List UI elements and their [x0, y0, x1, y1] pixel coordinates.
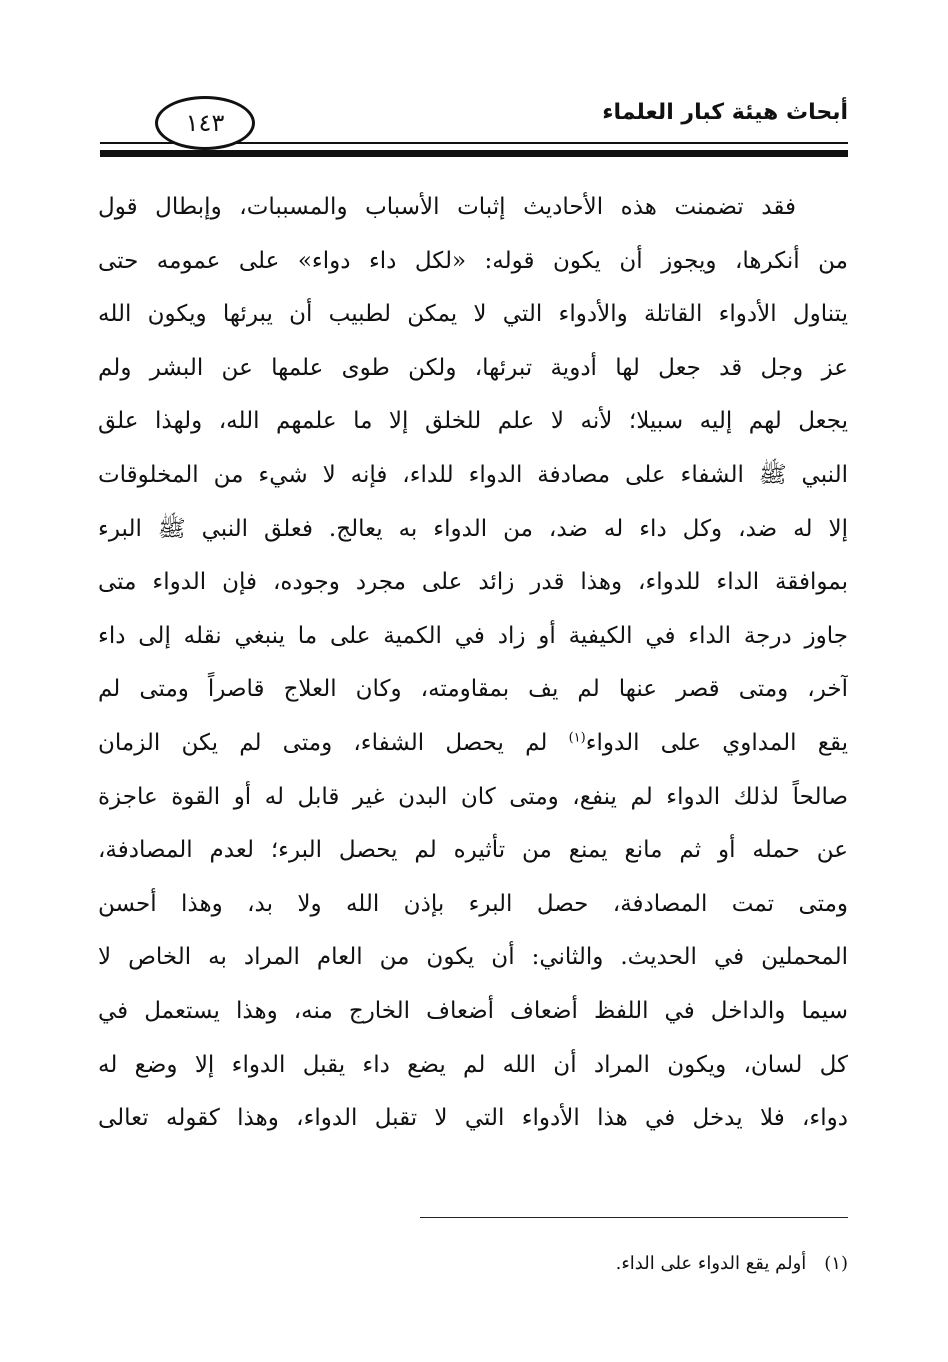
body-line-10: آخر، ومتى قصر عنها لم يف بمقاومته، وكان العلاج قاصراً ومتى لم — [98, 676, 848, 703]
body-line-18: دواء، فلا يدخل في هذا الأدواء التي لا تقبل الدواء، وهذا كقوله تعالى — [98, 1105, 848, 1132]
footnote-reference[interactable]: (١) — [568, 730, 586, 746]
body-line-11 — [98, 717, 848, 771]
body-line-7: إلا له ضد، وكل داء له ضد، من الدواء به يعالج. فعلق النبي ﷺ البرء — [98, 515, 848, 542]
body-line-11-start: يقع المداوي على الدواء — [585, 729, 848, 756]
body-line-14: ومتى تمت المصادفة، حصل البرء بإذن الله ولا بد، وهذا أحسن — [98, 890, 848, 917]
page-number: ١٤٣ — [185, 109, 225, 137]
body-line-6: النبي ﷺ الشفاء على مصادفة الدواء للداء، فإنه لا شيء من المخلوقات — [98, 461, 848, 488]
body-line-16: سيما والداخل في اللفظ أضعاف أضعاف الخارج منه، وهذا يستعمل في — [98, 997, 848, 1024]
header-rule-thick — [100, 150, 848, 157]
footnote-separator — [420, 1217, 848, 1218]
body-line-9: جاوز درجة الداء في الكيفية أو زاد في الكمية على ما ينبغي نقله إلى داء — [98, 622, 848, 649]
footnote-marker: (١) — [824, 1253, 848, 1274]
body-line-1: فقد تضمنت هذه الأحاديث إثبات الأسباب والمسببات، وإبطال قول — [98, 194, 796, 220]
footnote — [616, 1252, 848, 1276]
body-line-15: المحملين في الحديث. والثاني: أن يكون من العام المراد به الخاص لا — [98, 944, 848, 971]
body-line-3: يتناول الأدواء القاتلة والأدواء التي لا يمكن لطبيب أن يبرئها ويكون الله — [98, 301, 848, 328]
body-line-11-end: لم يحصل الشفاء، ومتى لم يكن الزمان — [98, 729, 548, 756]
body-line-8: بموافقة الداء للدواء، وهذا قدر زائد على مجرد وجوده، فإن الدواء متى — [98, 569, 848, 596]
running-header-title: أبحاث هيئة كبار العلماء — [602, 100, 848, 125]
body-line-17: كل لسان، ويكون المراد أن الله لم يضع داء يقبل الدواء إلا وضع له — [98, 1051, 848, 1078]
body-paragraph — [98, 181, 848, 1146]
body-line-5: يجعل لهم إليه سبيلا؛ لأنه لا علم للخلق إلا ما علمهم الله، ولهذا علق — [98, 408, 848, 435]
footnote-text: أولم يقع الدواء على الداء. — [615, 1253, 807, 1274]
page-number-frame — [155, 96, 255, 150]
body-line-12: صالحاً لذلك الدواء لم ينفع، ومتى كان البدن غير قابل له أو القوة عاجزة — [98, 783, 848, 810]
body-line-13: عن حمله أو ثم مانع يمنع من تأثيره لم يحصل البرء؛ لعدم المصادفة، — [98, 837, 848, 864]
body-line-4: عز وجل قد جعل لها أدوية تبرئها، ولكن طوى علمها عن البشر ولم — [98, 354, 848, 381]
body-line-2: من أنكرها، ويجوز أن يكون قوله: «لكل داء دواء» على عمومه حتى — [98, 247, 848, 274]
